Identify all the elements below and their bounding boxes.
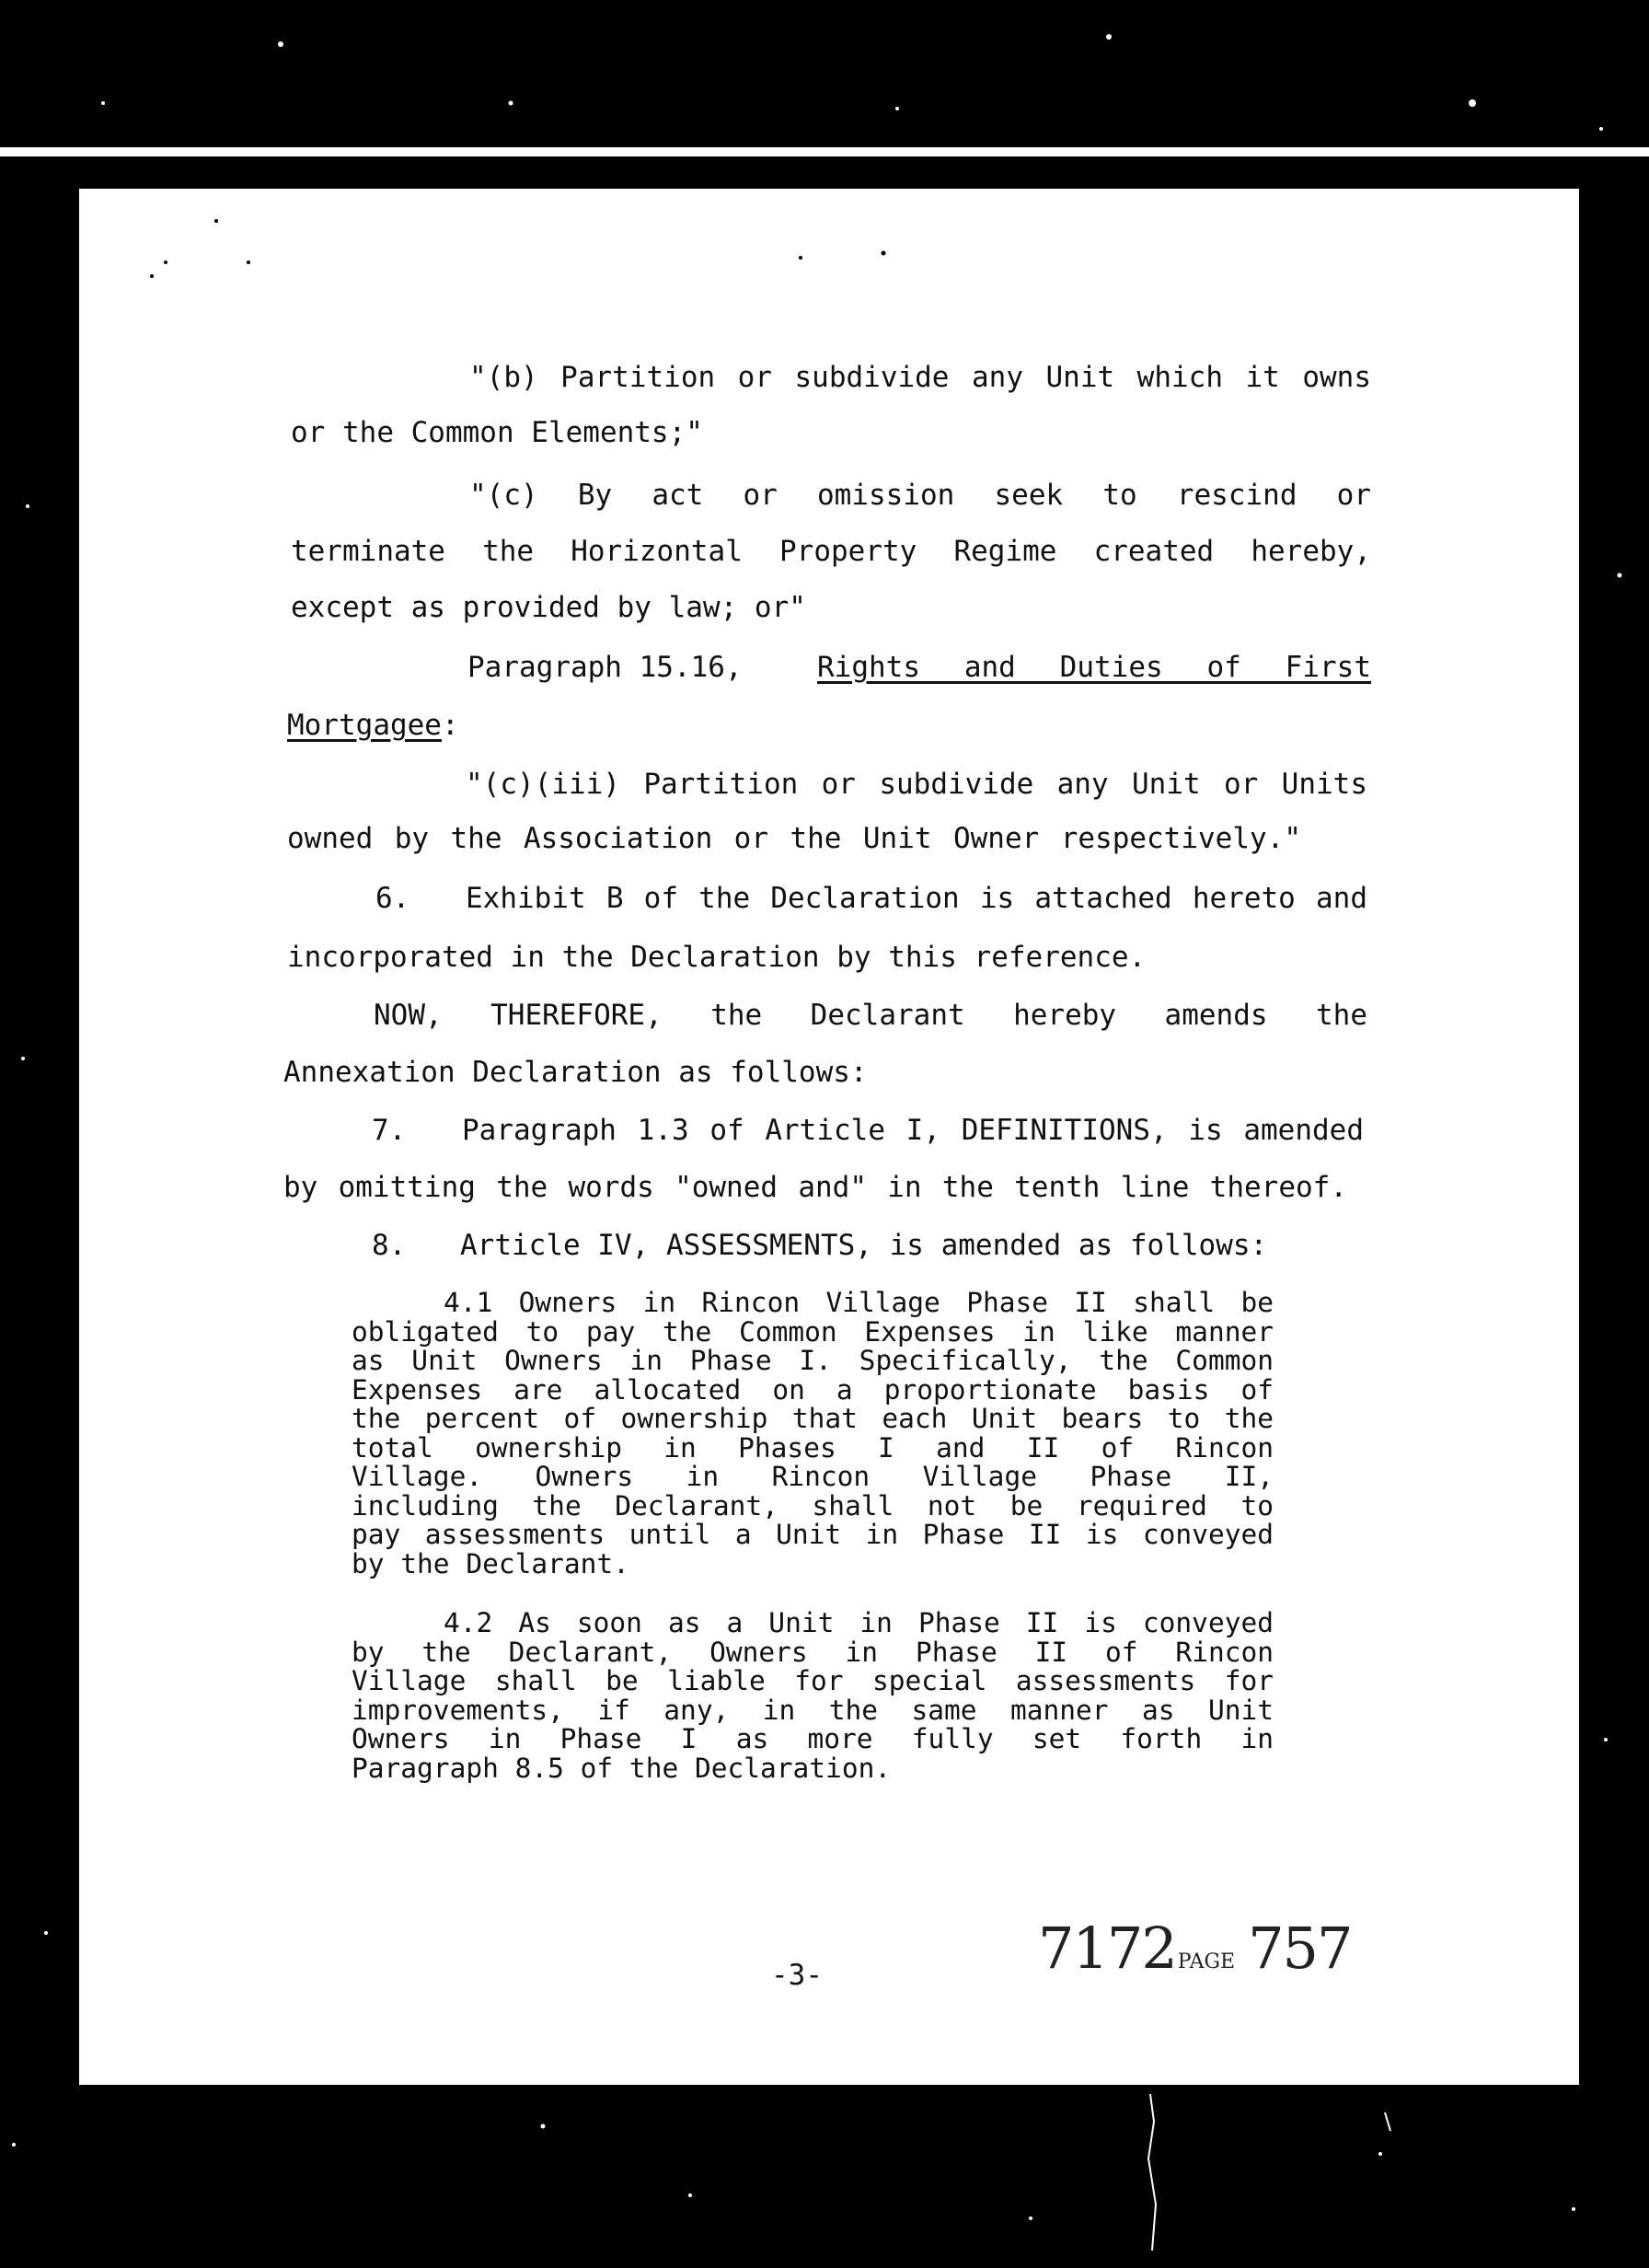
paragraph-ref-title: Rights and Duties of First: [817, 651, 1371, 684]
section-4-2-line: improvements, if any, in the same manner as Unit: [352, 1694, 1274, 1726]
item-7-line-1: Paragraph 1.3 of Article I, DEFINITIONS, is amended: [462, 1114, 1364, 1147]
quote-c-line-3: except as provided by law; or": [291, 591, 806, 624]
scan-border-top: [0, 0, 1649, 152]
quote-b-line-1: "(b) Partition or subdivide any Unit which it owns: [469, 361, 1371, 394]
scan-edge-line: [0, 147, 1649, 156]
item-6-line-1: Exhibit B of the Declaration is attached hereto and: [466, 882, 1367, 915]
item-7-number: 7.: [372, 1114, 407, 1147]
recording-stamp: [1038, 1915, 1351, 1982]
section-4-1-line: 4.1 Owners in Rincon Village Phase II shall be: [444, 1287, 1274, 1318]
section-4-1-line: total ownership in Phases I and II of Rincon: [352, 1431, 1274, 1464]
section-4-1-line: including the Declarant, shall not be required to: [352, 1489, 1274, 1522]
section-4-2-line: 4.2 As soon as a Unit in Phase II is conveyed: [444, 1607, 1274, 1638]
item-8-line-1: Article IV, ASSESSMENTS, is amended as follows:: [460, 1229, 1268, 1262]
item-8-number: 8.: [372, 1229, 407, 1262]
now-therefore-line-1: NOW, THEREFORE, the Declarant hereby amends the: [374, 999, 1367, 1032]
quote-c-line-1: "(c) By act or omission seek to rescind or: [469, 479, 1371, 512]
now-therefore-line-2: Annexation Declaration as follows:: [283, 1056, 868, 1089]
quote-b-line-2: or the Common Elements;": [291, 416, 703, 449]
section-4-2-line: by the Declarant, Owners in Phase II of Rincon: [352, 1636, 1274, 1668]
section-4-1-line: Expenses are allocated on a proportionate basis of: [352, 1373, 1274, 1406]
section-4-1-line: pay assessments until a Unit in Phase II is conveyed: [352, 1519, 1274, 1550]
section-4-2-line: Paragraph 8.5 of the Declaration.: [352, 1752, 892, 1784]
section-4-1-line: the percent of ownership that each Unit bears to the: [352, 1403, 1274, 1434]
item-6-line-2: incorporated in the Declaration by this reference.: [287, 941, 1147, 974]
paragraph-ref-title-cont: [287, 709, 459, 742]
paragraph-ref-colon: :: [441, 709, 459, 742]
section-4-1-line: Village. Owners in Rincon Village Phase II,: [352, 1461, 1274, 1492]
section-4-2: [352, 1609, 1274, 1783]
section-4-1: [352, 1289, 1274, 1579]
section-4-1-line: obligated to pay the Common Expenses in like manner: [352, 1315, 1274, 1348]
paragraph-ref-title-cont-text: Mortgagee: [287, 709, 442, 742]
recording-book-number: 7172: [1038, 1915, 1176, 1982]
quote-c-line-2: terminate the Horizontal Property Regime created hereby,: [291, 535, 1371, 568]
page-number: -3-: [771, 1959, 823, 1992]
recording-page-number: 757: [1248, 1915, 1352, 1982]
item-6-number: 6.: [375, 882, 410, 915]
item-7-line-2: by omitting the words "owned and" in the tenth line thereof.: [283, 1171, 1347, 1204]
section-4-2-line: Village shall be liable for special assessments for: [352, 1665, 1274, 1696]
recording-page-label: PAGE: [1177, 1950, 1236, 1973]
section-4-2-line: Owners in Phase I as more fully set forth in: [352, 1723, 1274, 1754]
quote-ciii-line-1: "(c)(iii) Partition or subdivide any Unit or Units: [466, 768, 1367, 801]
section-4-1-line: by the Declarant.: [352, 1547, 629, 1580]
section-4-1-line: as Unit Owners in Phase I. Specifically, the Common: [352, 1345, 1274, 1376]
quote-ciii-line-2: owned by the Association or the Unit Owner respectively.": [287, 822, 1301, 855]
paragraph-ref-number: Paragraph 15.16,: [467, 651, 743, 684]
